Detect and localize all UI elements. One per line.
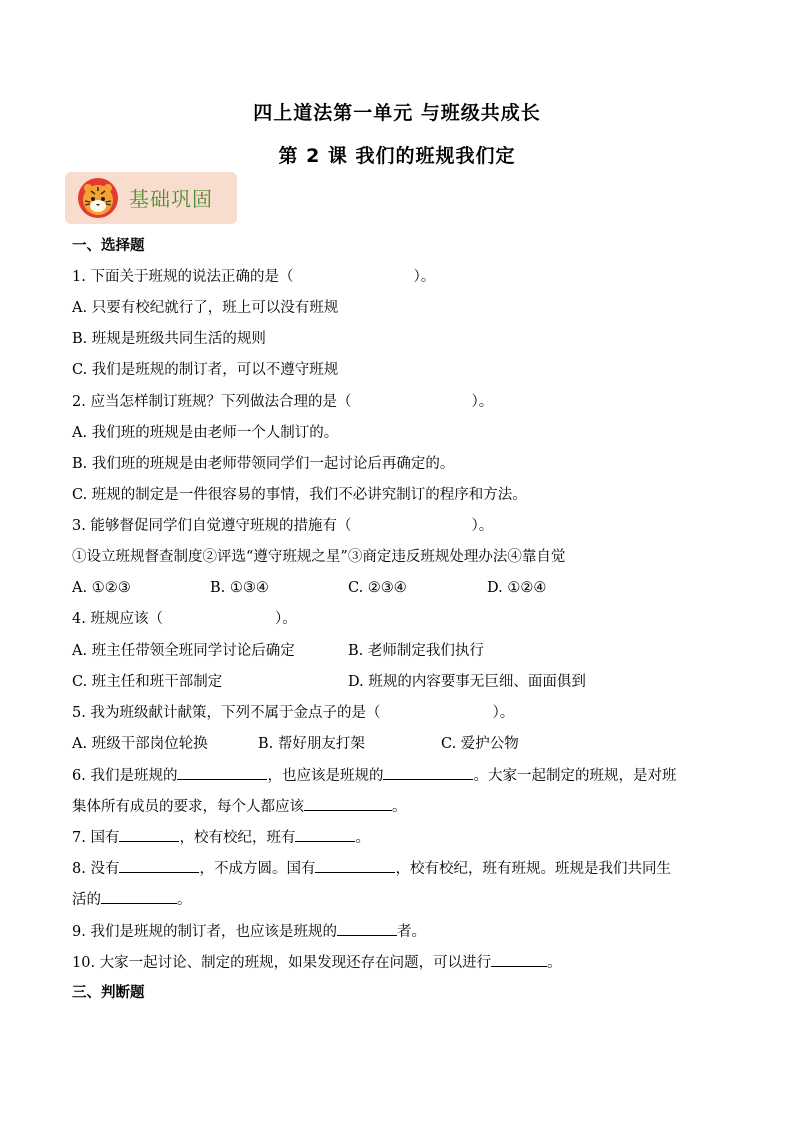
section-title-choice: 一、选择题: [72, 238, 145, 254]
q10-text: 10. 大家一起讨论、制定的班规，如果发现还存在问题，可以进行: [72, 955, 492, 971]
question-8-line-2: [72, 889, 192, 910]
q3-option-a: A. ①②③: [72, 580, 131, 596]
section-title-judgment: 三、判断题: [72, 985, 145, 1001]
q4-option-a: A. 班主任带领全班同学讨论后确定: [72, 643, 295, 659]
question-1: [72, 267, 435, 287]
question-5: [72, 703, 514, 723]
question-8-line-1: [72, 858, 671, 879]
q8-text: ，不成方圆。国有: [199, 861, 316, 877]
q8-text: 。: [177, 892, 192, 908]
fill-blank[interactable]: [295, 827, 355, 842]
q6-text: 集体所有成员的要求，每个人都应该: [72, 799, 304, 815]
q6-text: ，也应该是班规的: [267, 768, 384, 784]
q10-text: 。: [547, 955, 562, 971]
q4-stem: 4. 班规应该（: [72, 611, 163, 627]
q1-option-a: A. 只要有校纪就行了，班上可以没有班规: [72, 300, 339, 316]
q8-text: 8. 没有: [72, 861, 120, 877]
question-9: [72, 921, 426, 942]
question-6-line-2: [72, 796, 407, 817]
fill-blank[interactable]: [119, 827, 179, 842]
q7-text: 7. 国有: [72, 830, 120, 846]
q2-stem: 2. 应当怎样制订班规？下列做法合理的是（: [72, 394, 352, 410]
q4-option-d: D. 班规的内容要事无巨细、面面俱到: [348, 674, 586, 690]
q8-text: 活的: [72, 892, 101, 908]
question-10: [72, 952, 562, 973]
question-4: [72, 609, 297, 629]
question-7: [72, 827, 370, 848]
question-3: [72, 516, 493, 536]
q9-text: 9. 我们是班规的制订者，也应该是班规的: [72, 924, 337, 940]
q3-option-c: C. ②③④: [348, 580, 407, 596]
q6-text: 。大家一起制定的班规，是对班: [473, 768, 677, 784]
q2-close: ）。: [471, 394, 494, 410]
fill-blank[interactable]: [304, 796, 392, 811]
fill-blank[interactable]: [491, 952, 547, 967]
q2-option-a: A. 我们班的班规是由老师一个人制订的。: [72, 425, 339, 441]
q2-option-b: B. 我们班的班规是由老师带领同学们一起讨论后再确定的。: [72, 456, 455, 472]
q1-option-b: B. 班规是班级共同生活的规则: [72, 331, 266, 347]
question-6-line-1: [72, 765, 676, 786]
q4-close: ）。: [274, 611, 297, 627]
q4-option-c: C. 班主任和班干部制定: [72, 674, 223, 690]
fill-blank[interactable]: [337, 921, 397, 936]
fill-blank[interactable]: [119, 858, 199, 873]
fill-blank[interactable]: [101, 889, 177, 904]
q1-option-c: C. 我们是班规的制订者，可以不遵守班规: [72, 362, 339, 378]
q8-text: ，校有校纪，班有班规。班规是我们共同生: [395, 861, 671, 877]
q3-option-d: D. ①②④: [487, 580, 547, 596]
q7-text: ，校有校纪，班有: [179, 830, 296, 846]
q3-stem: 3. 能够督促同学们自觉遵守班规的措施有（: [72, 518, 352, 534]
badge-label: 基础巩固: [129, 187, 213, 211]
q7-text: 。: [355, 830, 370, 846]
q1-close: ）。: [413, 269, 436, 285]
q3-close: ）。: [471, 518, 494, 534]
q1-stem: 1. 下面关于班规的说法正确的是（: [72, 269, 294, 285]
fill-blank[interactable]: [315, 858, 395, 873]
q6-text: 6. 我们是班规的: [72, 768, 178, 784]
q2-option-c: C. 班规的制定是一件很容易的事情，我们不必讲究制订的程序和方法。: [72, 487, 527, 503]
question-2: [72, 392, 493, 412]
fill-blank[interactable]: [177, 765, 267, 780]
q3-items: ①设立班规督查制度②评选“遵守班规之星”③商定违反班规处理办法④靠自觉: [72, 549, 566, 565]
q5-option-c: C. 爱护公物: [441, 736, 519, 752]
tiger-face-icon: [77, 177, 119, 219]
q5-option-a: A. 班级干部岗位轮换: [72, 736, 208, 752]
page-title: 四上道法第一单元 与班级共成长: [253, 102, 541, 124]
lesson-subtitle: 第 2 课 我们的班规我们定: [278, 145, 516, 167]
q5-option-b: B. 帮好朋友打架: [258, 736, 365, 752]
q5-stem: 5. 我为班级献计献策，下列不属于金点子的是（: [72, 705, 381, 721]
q3-option-b: B. ①③④: [210, 580, 269, 596]
fill-blank[interactable]: [383, 765, 473, 780]
q6-text: 。: [392, 799, 407, 815]
q5-close: ）。: [492, 705, 515, 721]
q4-option-b: B. 老师制定我们执行: [348, 643, 484, 659]
q9-text: 者。: [396, 924, 426, 940]
section-badge: [65, 172, 237, 224]
